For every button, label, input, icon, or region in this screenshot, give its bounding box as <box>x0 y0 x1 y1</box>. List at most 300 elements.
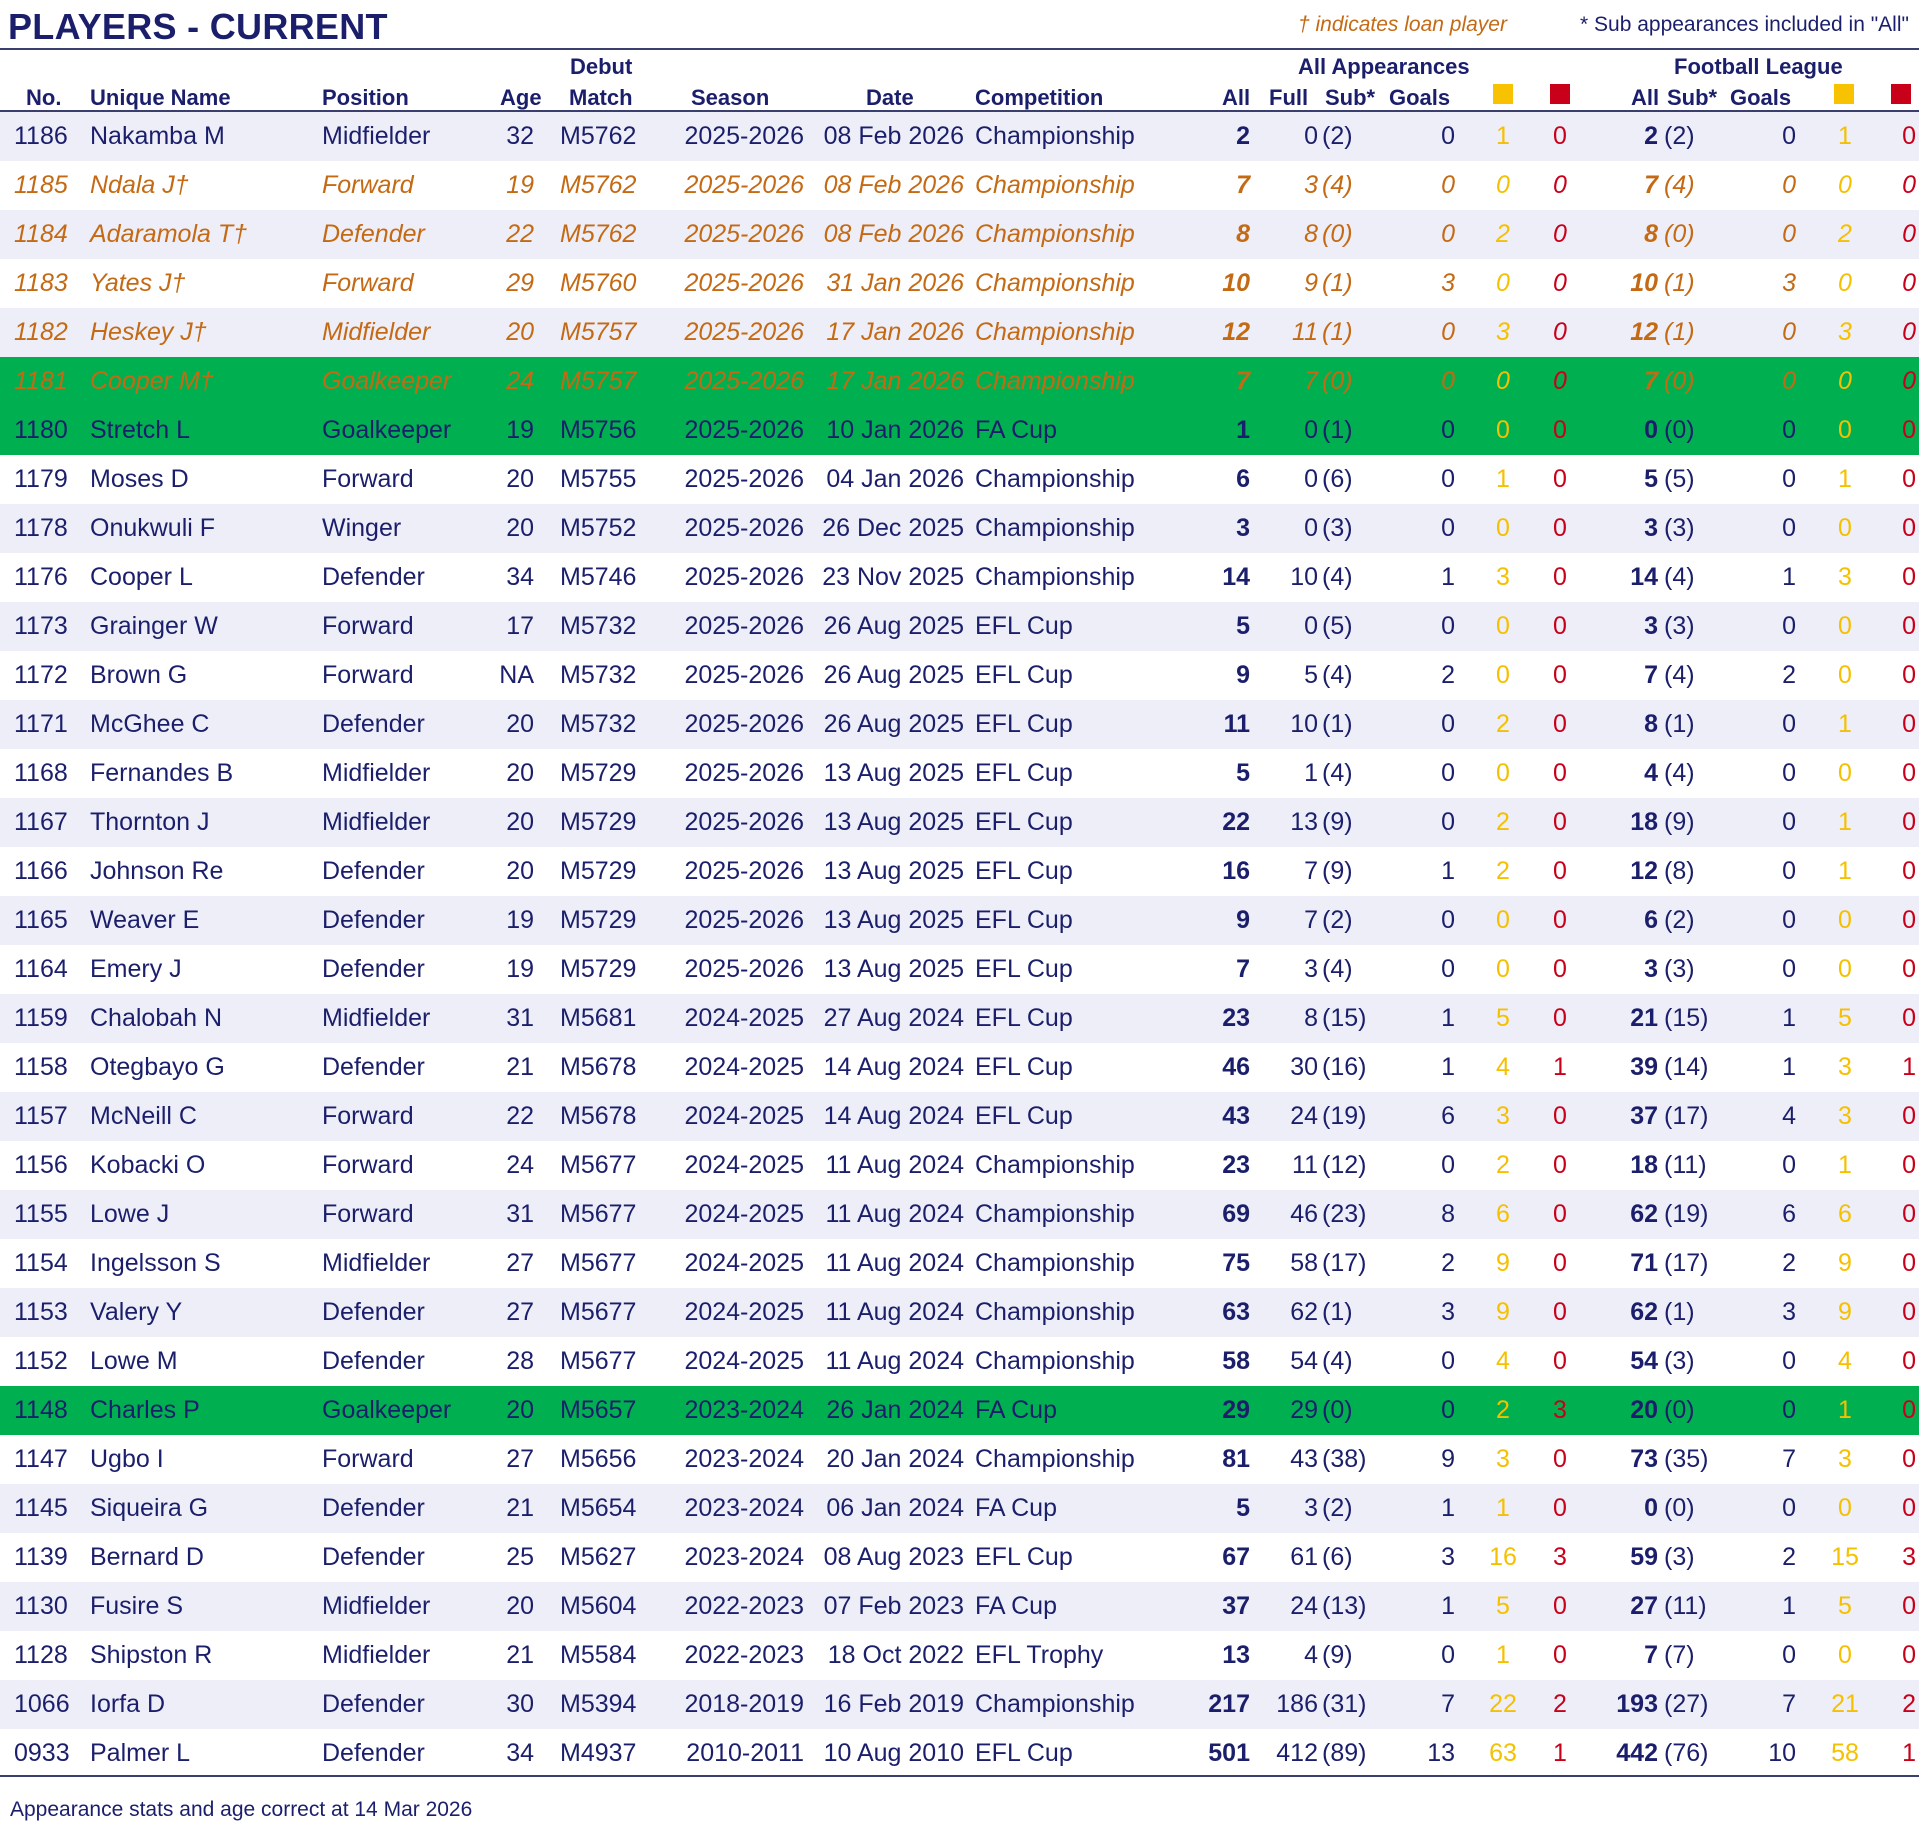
cell-goals: 1 <box>1441 1592 1455 1620</box>
cell-date: 31 Jan 2026 <box>826 269 964 297</box>
page-title: PLAYERS - CURRENT <box>8 6 388 47</box>
cell-fl-goals: 0 <box>1782 955 1796 983</box>
cell-red-cards: 2 <box>1553 1690 1567 1718</box>
cell-all: 5 <box>1236 612 1250 640</box>
cell-yellow-cards: 2 <box>1496 857 1510 885</box>
cell-red-cards: 0 <box>1553 906 1567 934</box>
cell-fl-all: 12 <box>1630 857 1658 885</box>
cell-all: 63 <box>1222 1298 1250 1326</box>
cell-goals: 7 <box>1441 1690 1455 1718</box>
cell-all: 11 <box>1223 710 1250 738</box>
cell-fl-goals: 0 <box>1782 220 1796 248</box>
cell-fl-yellow-cards: 1 <box>1838 857 1852 885</box>
cell-position: Midfielder <box>322 808 431 836</box>
cell-age: 22 <box>506 1102 534 1130</box>
cell-full: 412 <box>1276 1739 1318 1767</box>
cell-fl-yellow-cards: 3 <box>1838 318 1852 346</box>
cell-fl-red-cards: 0 <box>1902 465 1916 493</box>
cell-position: Defender <box>322 710 425 738</box>
cell-name: Fusire S <box>90 1592 184 1620</box>
cell-name: Charles P <box>90 1396 200 1424</box>
cell-fl-goals: 0 <box>1782 759 1796 787</box>
cell-age: 19 <box>506 906 534 934</box>
cell-fl-all: 4 <box>1644 759 1658 787</box>
table-row <box>0 945 1919 994</box>
cell-sub: (0) <box>1322 367 1353 395</box>
cell-season: 2025-2026 <box>684 857 804 885</box>
cell-competition: EFL Cup <box>975 1053 1073 1081</box>
cell-position: Defender <box>322 906 425 934</box>
cell-fl-red-cards: 0 <box>1902 661 1916 689</box>
cell-name: Lowe J <box>90 1200 170 1228</box>
cell-age: 20 <box>506 318 534 346</box>
cell-fl-yellow-cards: 0 <box>1838 171 1852 199</box>
cell-date: 14 Aug 2024 <box>823 1053 964 1081</box>
cell-sub: (19) <box>1322 1102 1367 1130</box>
cell-position: Forward <box>322 1445 414 1473</box>
cell-fl-yellow-cards: 0 <box>1838 269 1852 297</box>
cell-date: 17 Jan 2026 <box>826 318 964 346</box>
cell-fl-goals: 7 <box>1782 1690 1796 1718</box>
col-competition: Competition <box>975 85 1104 110</box>
cell-yellow-cards: 1 <box>1496 122 1510 150</box>
cell-name: Cooper L <box>90 563 193 591</box>
cell-all: 501 <box>1208 1739 1250 1767</box>
cell-position: Midfielder <box>322 1004 431 1032</box>
cell-no: 1165 <box>14 906 68 934</box>
cell-date: 20 Jan 2024 <box>826 1445 964 1473</box>
cell-fl-red-cards: 0 <box>1902 171 1916 199</box>
cell-age: 24 <box>506 1151 534 1179</box>
cell-all: 29 <box>1222 1396 1250 1424</box>
cell-yellow-cards: 9 <box>1496 1249 1510 1277</box>
cell-full: 1 <box>1304 759 1318 787</box>
cell-position: Midfielder <box>322 759 431 787</box>
cell-fl-goals: 10 <box>1768 1739 1796 1767</box>
cell-yellow-cards: 3 <box>1496 563 1510 591</box>
cell-fl-yellow-cards: 1 <box>1838 808 1852 836</box>
cell-date: 13 Aug 2025 <box>823 955 964 983</box>
cell-yellow-cards: 0 <box>1496 416 1510 444</box>
cell-fl-goals: 7 <box>1782 1445 1796 1473</box>
cell-name: Bernard D <box>90 1543 204 1571</box>
cell-sub: (89) <box>1322 1739 1367 1767</box>
cell-fl-red-cards: 0 <box>1902 1592 1916 1620</box>
cell-date: 13 Aug 2025 <box>823 906 964 934</box>
cell-goals: 3 <box>1441 1543 1455 1571</box>
cell-fl-all: 21 <box>1630 1004 1658 1032</box>
cell-name: Ingelsson S <box>90 1249 221 1277</box>
cell-age: 34 <box>506 563 534 591</box>
cell-match: M5656 <box>560 1445 637 1473</box>
col-position: Position <box>322 85 409 110</box>
cell-fl-sub: (0) <box>1664 367 1695 395</box>
cell-season: 2024-2025 <box>684 1200 804 1228</box>
cell-season: 2025-2026 <box>684 514 804 542</box>
cell-no: 1066 <box>14 1690 70 1718</box>
cell-competition: Championship <box>975 465 1135 493</box>
cell-match: M5746 <box>560 563 637 591</box>
table-row <box>0 357 1919 406</box>
cell-full: 29 <box>1290 1396 1318 1424</box>
cell-fl-sub: (0) <box>1664 1396 1695 1424</box>
cell-no: 1180 <box>14 416 68 444</box>
cell-name: Siqueira G <box>90 1494 209 1522</box>
table-row <box>0 1435 1919 1484</box>
cell-fl-all: 6 <box>1644 906 1658 934</box>
cell-date: 08 Feb 2026 <box>823 122 964 150</box>
cell-fl-all: 2 <box>1644 122 1658 150</box>
cell-date: 27 Aug 2024 <box>823 1004 964 1032</box>
cell-full: 7 <box>1304 857 1318 885</box>
cell-no: 1155 <box>14 1200 68 1228</box>
cell-all: 23 <box>1222 1004 1250 1032</box>
cell-all: 43 <box>1222 1102 1250 1130</box>
cell-date: 17 Jan 2026 <box>826 367 964 395</box>
cell-match: M5584 <box>560 1641 637 1669</box>
cell-age: 19 <box>506 955 534 983</box>
cell-name: Adaramola T† <box>90 220 248 248</box>
cell-season: 2018-2019 <box>684 1690 804 1718</box>
cell-yellow-cards: 2 <box>1496 220 1510 248</box>
cell-goals: 0 <box>1441 906 1455 934</box>
cell-competition: EFL Cup <box>975 1739 1073 1767</box>
cell-name: Cooper M† <box>90 367 214 395</box>
cell-position: Defender <box>322 857 425 885</box>
cell-all: 46 <box>1222 1053 1250 1081</box>
cell-fl-sub: (11) <box>1664 1151 1707 1179</box>
cell-competition: Championship <box>975 1690 1135 1718</box>
cell-sub: (12) <box>1322 1151 1367 1179</box>
cell-sub: (4) <box>1322 563 1353 591</box>
cell-yellow-cards: 0 <box>1496 906 1510 934</box>
cell-fl-yellow-cards: 0 <box>1838 1494 1852 1522</box>
cell-fl-goals: 0 <box>1782 710 1796 738</box>
cell-goals: 1 <box>1441 1494 1455 1522</box>
cell-season: 2024-2025 <box>684 1347 804 1375</box>
cell-full: 0 <box>1304 514 1318 542</box>
cell-all: 6 <box>1236 465 1250 493</box>
table-row <box>0 455 1919 504</box>
cell-no: 1167 <box>14 808 68 836</box>
cell-age: NA <box>499 661 534 689</box>
cell-competition: Championship <box>975 269 1135 297</box>
cell-fl-red-cards: 3 <box>1902 1543 1916 1571</box>
cell-fl-yellow-cards: 0 <box>1838 759 1852 787</box>
cell-date: 18 Oct 2022 <box>827 1641 964 1669</box>
col-age: Age <box>500 85 542 110</box>
cell-competition: Championship <box>975 122 1135 150</box>
cell-sub: (1) <box>1322 1298 1353 1326</box>
cell-fl-sub: (4) <box>1664 661 1695 689</box>
cell-red-cards: 0 <box>1553 122 1567 150</box>
cell-fl-all: 7 <box>1644 367 1658 395</box>
cell-goals: 0 <box>1441 808 1455 836</box>
cell-fl-sub: (1) <box>1664 1298 1695 1326</box>
cell-position: Midfielder <box>322 1641 431 1669</box>
cell-competition: EFL Cup <box>975 906 1073 934</box>
cell-fl-sub: (9) <box>1664 808 1695 836</box>
cell-red-cards: 0 <box>1553 1102 1567 1130</box>
cell-season: 2023-2024 <box>684 1494 804 1522</box>
cell-goals: 0 <box>1441 465 1455 493</box>
cell-date: 10 Jan 2026 <box>826 416 964 444</box>
cell-full: 11 <box>1292 318 1318 346</box>
cell-fl-goals: 0 <box>1782 318 1796 346</box>
cell-date: 06 Jan 2024 <box>826 1494 964 1522</box>
cell-fl-all: 71 <box>1630 1249 1658 1277</box>
table-row <box>0 210 1919 259</box>
col-fl-goals: Goals <box>1730 85 1792 110</box>
cell-season: 2023-2024 <box>684 1396 804 1424</box>
cell-age: 20 <box>506 1592 534 1620</box>
cell-season: 2025-2026 <box>684 906 804 934</box>
cell-sub: (9) <box>1322 1641 1353 1669</box>
cell-match: M5394 <box>560 1690 637 1718</box>
cell-sub: (1) <box>1322 269 1353 297</box>
cell-fl-red-cards: 2 <box>1902 1690 1916 1718</box>
cell-age: 30 <box>506 1690 534 1718</box>
col-all: All <box>1222 85 1251 110</box>
cell-name: Yates J† <box>90 269 186 297</box>
cell-full: 3 <box>1304 171 1318 199</box>
table-row <box>0 1631 1919 1680</box>
cell-fl-goals: 1 <box>1782 563 1796 591</box>
cell-no: 1156 <box>14 1151 68 1179</box>
cell-sub: (4) <box>1322 1347 1353 1375</box>
cell-name: Lowe M <box>90 1347 178 1375</box>
cell-yellow-cards: 3 <box>1496 1102 1510 1130</box>
cell-competition: Championship <box>975 1200 1135 1228</box>
cell-fl-all: 0 <box>1644 1494 1658 1522</box>
col-goals: Goals <box>1389 85 1451 110</box>
cell-red-cards: 0 <box>1553 808 1567 836</box>
cell-yellow-cards: 4 <box>1496 1347 1510 1375</box>
cell-no: 1139 <box>14 1543 68 1571</box>
cell-position: Forward <box>322 1102 414 1130</box>
cell-red-cards: 0 <box>1553 857 1567 885</box>
col-match: Match <box>569 85 633 110</box>
cell-no: 1176 <box>14 563 68 591</box>
cell-age: 22 <box>506 220 534 248</box>
cell-sub: (15) <box>1322 1004 1367 1032</box>
cell-full: 7 <box>1304 906 1318 934</box>
cell-fl-sub: (1) <box>1664 318 1695 346</box>
cell-position: Midfielder <box>322 1249 431 1277</box>
cell-sub: (6) <box>1322 1543 1353 1571</box>
cell-yellow-cards: 2 <box>1496 710 1510 738</box>
cell-season: 2023-2024 <box>684 1445 804 1473</box>
cell-no: 1184 <box>14 220 68 248</box>
cell-yellow-cards: 2 <box>1496 1151 1510 1179</box>
cell-all: 23 <box>1222 1151 1250 1179</box>
cell-competition: EFL Cup <box>975 710 1073 738</box>
cell-full: 58 <box>1290 1249 1318 1277</box>
cell-no: 1159 <box>14 1004 68 1032</box>
cell-fl-goals: 0 <box>1782 1494 1796 1522</box>
cell-match: M5762 <box>560 171 637 199</box>
cell-fl-sub: (4) <box>1664 759 1695 787</box>
cell-match: M5678 <box>560 1102 637 1130</box>
cell-fl-all: 7 <box>1644 1641 1658 1669</box>
col-no: No. <box>26 85 62 110</box>
table-row <box>0 1092 1919 1141</box>
cell-age: 20 <box>506 857 534 885</box>
cell-sub: (2) <box>1322 1494 1353 1522</box>
cell-all: 37 <box>1222 1592 1250 1620</box>
cell-yellow-cards: 0 <box>1496 367 1510 395</box>
table-row <box>0 1582 1919 1631</box>
cell-no: 1173 <box>14 612 68 640</box>
cell-full: 30 <box>1290 1053 1318 1081</box>
cell-fl-sub: (3) <box>1664 612 1695 640</box>
cell-full: 24 <box>1290 1592 1318 1620</box>
cell-competition: EFL Cup <box>975 808 1073 836</box>
cell-red-cards: 0 <box>1553 465 1567 493</box>
cell-yellow-cards: 9 <box>1496 1298 1510 1326</box>
cell-season: 2024-2025 <box>684 1004 804 1032</box>
cell-season: 2024-2025 <box>684 1298 804 1326</box>
table-row <box>0 1484 1919 1533</box>
cell-date: 08 Feb 2026 <box>823 171 964 199</box>
cell-fl-all: 8 <box>1644 220 1658 248</box>
cell-date: 26 Aug 2025 <box>823 612 964 640</box>
yellow-card-icon <box>1493 84 1513 104</box>
cell-fl-red-cards: 0 <box>1902 1151 1916 1179</box>
cell-season: 2025-2026 <box>684 367 804 395</box>
cell-competition: FA Cup <box>975 416 1057 444</box>
cell-sub: (9) <box>1322 857 1353 885</box>
table-row <box>0 1141 1919 1190</box>
cell-name: Nakamba M <box>90 122 225 150</box>
cell-all: 7 <box>1236 955 1250 983</box>
cell-name: Palmer L <box>90 1739 191 1767</box>
table-row <box>0 1680 1919 1729</box>
cell-fl-yellow-cards: 21 <box>1831 1690 1859 1718</box>
cell-fl-sub: (1) <box>1664 710 1695 738</box>
cell-name: Shipston R <box>90 1641 213 1669</box>
stats-footnote: Appearance stats and age correct at 14 Mar 2026 <box>10 1798 473 1821</box>
cell-yellow-cards: 1 <box>1496 1641 1510 1669</box>
cell-yellow-cards: 3 <box>1496 1445 1510 1473</box>
cell-red-cards: 0 <box>1553 612 1567 640</box>
cell-fl-yellow-cards: 1 <box>1838 1151 1852 1179</box>
cell-match: M5752 <box>560 514 637 542</box>
cell-full: 10 <box>1290 710 1318 738</box>
cell-fl-goals: 0 <box>1782 367 1796 395</box>
cell-full: 7 <box>1304 367 1318 395</box>
cell-sub: (38) <box>1322 1445 1367 1473</box>
cell-match: M5677 <box>560 1200 637 1228</box>
cell-name: Grainger W <box>90 612 218 640</box>
cell-season: 2025-2026 <box>684 563 804 591</box>
table-row <box>0 406 1919 455</box>
cell-goals: 0 <box>1441 1151 1455 1179</box>
cell-fl-red-cards: 0 <box>1902 122 1916 150</box>
cell-age: 20 <box>506 710 534 738</box>
cell-all: 3 <box>1236 514 1250 542</box>
cell-age: 27 <box>506 1445 534 1473</box>
col-fl-all: All <box>1631 85 1660 110</box>
cell-position: Goalkeeper <box>322 1396 452 1424</box>
cell-all: 7 <box>1236 171 1250 199</box>
cell-yellow-cards: 1 <box>1496 465 1510 493</box>
cell-position: Defender <box>322 1690 425 1718</box>
cell-yellow-cards: 5 <box>1496 1592 1510 1620</box>
cell-fl-yellow-cards: 1 <box>1838 1396 1852 1424</box>
table-row <box>0 651 1919 700</box>
cell-match: M5760 <box>560 269 637 297</box>
cell-fl-goals: 0 <box>1782 906 1796 934</box>
cell-fl-all: 193 <box>1616 1690 1658 1718</box>
cell-name: Moses D <box>90 465 189 493</box>
cell-name: Chalobah N <box>90 1004 223 1032</box>
cell-red-cards: 0 <box>1553 1445 1567 1473</box>
cell-sub: (31) <box>1322 1690 1367 1718</box>
cell-fl-all: 73 <box>1630 1445 1658 1473</box>
cell-competition: Championship <box>975 367 1135 395</box>
cell-all: 9 <box>1236 906 1250 934</box>
cell-red-cards: 0 <box>1553 318 1567 346</box>
cell-position: Forward <box>322 612 414 640</box>
players-table <box>0 112 1919 1778</box>
cell-no: 1128 <box>14 1641 68 1669</box>
red-card-icon <box>1891 84 1911 104</box>
table-row <box>0 1386 1919 1435</box>
cell-no: 1168 <box>14 759 68 787</box>
cell-fl-goals: 1 <box>1782 1053 1796 1081</box>
cell-date: 13 Aug 2025 <box>823 808 964 836</box>
cell-season: 2010-2011 <box>686 1739 804 1767</box>
cell-fl-yellow-cards: 2 <box>1838 220 1852 248</box>
cell-competition: Championship <box>975 563 1135 591</box>
cell-yellow-cards: 0 <box>1496 661 1510 689</box>
cell-match: M5604 <box>560 1592 637 1620</box>
cell-sub: (4) <box>1322 759 1353 787</box>
cell-position: Forward <box>322 661 414 689</box>
cell-match: M4937 <box>560 1739 637 1767</box>
cell-competition: Championship <box>975 1445 1135 1473</box>
cell-all: 12 <box>1222 318 1250 346</box>
col-all-appearances-group: All Appearances <box>1298 54 1470 79</box>
cell-match: M5627 <box>560 1543 637 1571</box>
cell-fl-red-cards: 0 <box>1902 1200 1916 1228</box>
cell-fl-all: 62 <box>1630 1200 1658 1228</box>
cell-fl-red-cards: 0 <box>1902 1347 1916 1375</box>
cell-no: 1145 <box>14 1494 68 1522</box>
cell-full: 13 <box>1290 808 1318 836</box>
cell-fl-all: 3 <box>1644 612 1658 640</box>
cell-date: 13 Aug 2025 <box>823 857 964 885</box>
cell-all: 1 <box>1236 416 1250 444</box>
cell-age: 21 <box>506 1641 534 1669</box>
cell-date: 14 Aug 2024 <box>823 1102 964 1130</box>
cell-competition: EFL Cup <box>975 955 1073 983</box>
cell-fl-sub: (17) <box>1664 1102 1709 1130</box>
cell-full: 61 <box>1290 1543 1318 1571</box>
cell-goals: 3 <box>1441 1298 1455 1326</box>
cell-goals: 1 <box>1441 857 1455 885</box>
cell-name: Ugbo I <box>90 1445 164 1473</box>
cell-age: 27 <box>506 1249 534 1277</box>
cell-full: 3 <box>1304 1494 1318 1522</box>
cell-fl-all: 27 <box>1630 1592 1658 1620</box>
page-header <box>0 0 1919 49</box>
cell-fl-sub: (5) <box>1664 465 1695 493</box>
cell-name: McNeill C <box>90 1102 197 1130</box>
cell-age: 34 <box>506 1739 534 1767</box>
cell-fl-yellow-cards: 15 <box>1831 1543 1859 1571</box>
